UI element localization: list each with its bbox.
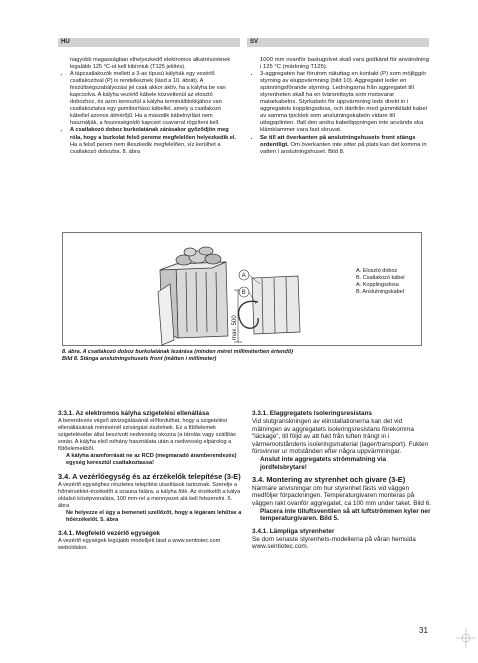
sv-top-bullet-2-rest: Om överkanten inte sitter på plats kan det komma in vatten i anslutningshuset. Bild 8. bbox=[260, 141, 427, 155]
dimension-label: max. 500 bbox=[232, 315, 238, 340]
legend-line-3: A. Kopplingsdosa bbox=[356, 282, 399, 288]
legend-line-4: B. Anslutningskabel bbox=[356, 289, 405, 295]
sv-heading-331: 3.3.1. Elaggregatets isoleringsresistans bbox=[252, 410, 373, 417]
sv-paragraph-341: Se dom senaste styrenhets-modellerna på våran hemsida www.sentiotec.com. bbox=[252, 535, 416, 551]
hu-paragraph-34: A vezérlő egységhez részletes telepítési utasítások tartoznak. Szerelje a hőmérséklet-érzékelőt a szauna falára, a kályha fölé. Az érzékelőt a kálya oldalsó középvonalára, 100 mm-rel a mennyezet alá kell felszerelni. 6. ábra bbox=[58, 481, 241, 510]
figure-caption bbox=[62, 349, 293, 363]
sv-paragraph-331-bold: Anslut inte aggregatets strömmatning via jordfelsbrytare! bbox=[260, 455, 387, 471]
sv-top-bullet-2 bbox=[260, 135, 430, 156]
callout-b: B bbox=[241, 290, 246, 297]
hu-paragraph-341: A vezérlő egységek legújabb modelljeit lásd a www.sentiotec.com weboldalon. bbox=[58, 538, 221, 552]
hu-top-bullet-1: • A tápcsatlakozók mellett a 3-as típusú kályhák egy vezérlő csatlakozóval (P) is rendelkeznek (lásd a 10. ábrát). A feszültségszabályozási jel csak akkor aktív, ha a kályha be van kapcsolva. A kályha vezérlő kábele közvetlenül az elosztó dobozhoz, és azon keresztül a kályha terminálblokkjához van csatlakoztatva egy gumiborítású kábellel, amely a csatlakozó kábellel azonos átmérőjű. Ha a második kábelnyílást nem használják, a feszességoldó kapcsot csavarral rögzíteni kell. bbox=[70, 71, 240, 127]
hu-bottom-column bbox=[58, 410, 242, 552]
hu-heading-331: 3.3.1. Az elektromos kályha szigetelési ellenállása bbox=[58, 410, 210, 417]
sv-heading-34: 3.4. Montering av styrenhet och givare (3-E) bbox=[252, 475, 406, 485]
figure-caption-hu: 8. ábra. A csatlakozó doboz burkolatának lezárása (minden méret milliméterben értendő) bbox=[62, 349, 293, 355]
sv-top-column bbox=[252, 57, 430, 156]
sv-heading-341: 3.4.1. Lämpliga styrenheter bbox=[252, 527, 335, 535]
figure-caption-sv: Bild 8. Stänga anslutningshusets front (måtten i millimeter) bbox=[62, 356, 217, 362]
sv-language-tab: SV bbox=[247, 38, 429, 47]
connection-box bbox=[252, 276, 300, 334]
sv-top-bullet-2-bold: Se till att överkanten på anslutningshusets front stängs ordentligt. bbox=[260, 134, 416, 148]
hu-top-column bbox=[62, 57, 240, 156]
sv-paragraph-34-bold: Placera inte tilluftsventilen så att luftströmmen kyler ner temperaturgivaren. Bild 5. bbox=[260, 507, 431, 523]
hu-paragraph-331-bold: A kályha áramforrását ne az RCD (megmaradó áramberendezés) egység keresztül csatlakoztassa! bbox=[66, 453, 237, 467]
sv-bottom-column bbox=[252, 410, 432, 551]
hu-paragraph-34-bold: Ne helyezze el úgy a bemeneti szellőzőt, hogy a légáram lehűtse a hőérzékelőt. 5. ábra bbox=[66, 510, 242, 524]
hu-top-paragraph: nagyobb magasságban elhelyezkedő elektromos alkatrészeknek legalább 125 °C-ot kell kibírniuk (T125 jelölés). bbox=[70, 57, 231, 71]
page-number: 31 bbox=[419, 626, 428, 635]
sv-top-bullet-1: • 3-aggregaten har förutom nätuttag en kontakt (P) som möjliggör styrning av eluppvärmning (bild 10). Aggregatet leder en spänningsförande styrning. Ledningarna från aggregatet till styrenheten skall ha en tvärsnittsyta som motsvarar matarkabelns. Styrkabeln för uppvärmning leds direkt in i aggregatets kopplingsdosa, och därifrån med gummiklädd kabel av samma tjocklek som anslutningskabeln vidare till uttagsplinten. Ifall den andra kabelöppningen inte används ska klämklammer vara fast skruvat. bbox=[260, 71, 430, 134]
corner-crop-mark-icon bbox=[456, 628, 476, 648]
sv-paragraph-331: Vid slutgranskningen av elinstallationerna kan det vid mätningen av aggregatets isoleringsresistans förekomma "läckage", till följd av att fukt från luften trängt in i värmemotståndens isoleringsmaterial (lager/transport). Fukten försvinner ur motstånden efter några uppvärmningar. bbox=[252, 418, 429, 456]
hu-top-bullet-2-rest: Ha a felső perem nem illeszkedik megfelelően, víz kerülhet a csatlakozó dobozba. 8. ábra bbox=[70, 141, 221, 155]
figure-legend bbox=[356, 268, 405, 296]
legend-line-1: A. Elosztó doboz bbox=[356, 268, 398, 274]
hu-language-tab: HU bbox=[58, 38, 240, 47]
legend-line-2: B. Csatlakozó kábel bbox=[356, 275, 405, 281]
callout-a: A bbox=[241, 273, 246, 280]
hu-heading-34: 3.4. A vezérlőegység és az érzékelők telepítése (3-E) bbox=[58, 472, 241, 482]
hu-top-bullet-2-bold: A csatlakozó doboz burkolatának zárásakor győződjön meg róla, hogy a burkolat felső pereme megfelelően helyezkedik el. bbox=[70, 127, 237, 141]
hu-top-bullet-2 bbox=[70, 127, 240, 155]
hu-paragraph-331: A berendezés végső átvizsgálásánál előfordulhat, hogy a szigetelési ellenállásának mérésénél szivárgást észlelnek. Ez a fűtőelemek szigetelésébe által beszívott nedvesség okozza (a tárolás vagy szállítás során. A kályha első néhány használata után a nedvesség elpárolog a fűtőelemekből. bbox=[58, 418, 236, 453]
sv-top-paragraph: 1000 mm ovanför bastugolvet skall vara godkänd för användning i 125 °C (märkning T125). bbox=[260, 57, 429, 71]
hu-heading-341: 3.4.1. Megfelelő vezérlő egységek bbox=[58, 530, 160, 538]
sv-paragraph-34: Närmare anvisningar om hur styrenhet fästs vid väggen medföljer förpackningen. Temperaturgivaren monteras på väggen rakt ovanför aggregatet, ca 100 mm under taket. Bild 6. bbox=[252, 484, 432, 507]
